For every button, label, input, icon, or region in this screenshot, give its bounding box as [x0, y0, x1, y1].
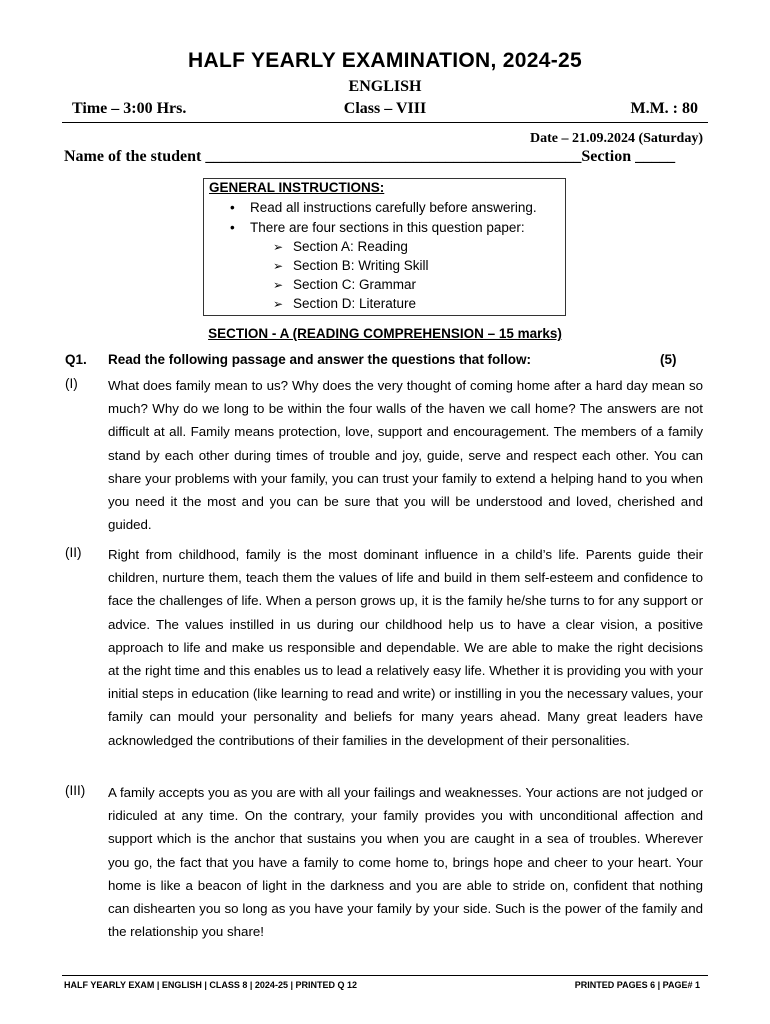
passage-paragraph: Right from childhood, family is the most dominant influence in a child’s life. Parents guide their children, nurture them, teach them the values of life and build in them self-esteem and confidence to face the challenges of life. When a person grows up, it is the family he/she turns to for any support or advice. The values instilled in us during our childhood help us to have a clear vision, a positive approach to life and make us responsible and dependable. We are able to make the right decisions at the right time and this enables us to lead a relatively easy life. Whether it is providing you with your initial steps in education (like learning to read and write) or instilling in you the necessary values, your family can mould your personality and beliefs for many years ahead. Many great leaders have acknowledged the contributions of their families in the development of their personalities. [108, 547, 703, 748]
section-list-item: ➢ Section C: Grammar [273, 277, 417, 292]
paragraph-number: (I) [65, 376, 78, 391]
paragraph-number: (III) [65, 783, 86, 798]
bullet-icon: • [230, 220, 235, 235]
footer-left: HALF YEARLY EXAM | ENGLISH | CLASS 8 | 2024-25 | PRINTED Q 12 [64, 980, 357, 990]
subject-name: ENGLISH [348, 78, 422, 95]
arrow-bullet-icon: ➢ [273, 278, 284, 292]
arrow-bullet-icon: ➢ [273, 240, 284, 254]
question-text: Read the following passage and answer the questions that follow: [108, 352, 532, 367]
class-label: Class – VIII [343, 100, 427, 117]
instructions-title: GENERAL INSTRUCTIONS: [209, 180, 385, 195]
max-marks: M.M. : 80 [630, 100, 698, 117]
section-a-heading: SECTION - A (READING COMPREHENSION – 15 marks) [208, 326, 562, 341]
arrow-bullet-icon: ➢ [273, 297, 284, 311]
arrow-bullet-icon: ➢ [273, 259, 284, 273]
question-marks: (5) [660, 352, 677, 367]
exam-date: Date – 21.09.2024 (Saturday) [529, 131, 703, 146]
instruction-bullet: • There are four sections in this question paper: [230, 220, 525, 235]
paragraph-number: (II) [65, 545, 82, 560]
exam-time: Time – 3:00 Hrs. [72, 100, 187, 117]
instruction-bullet: • Read all instructions carefully before answering. [230, 200, 537, 215]
section-list-item: ➢ Section B: Writing Skill [273, 258, 429, 273]
footer-right: PRINTED PAGES 6 | PAGE# 1 [574, 980, 700, 990]
bullet-icon: • [230, 200, 235, 215]
general-instructions-box [203, 178, 566, 316]
header-divider [62, 122, 708, 123]
section-list-item: ➢ Section A: Reading [273, 239, 408, 254]
passage-paragraph: What does family mean to us? Why does the very thought of coming home after a hard day mean so much? Why do we long to be within the four walls of the haven we call home? The answers are not difficult at all. Family means protection, love, support and encouragement. The members of a family stand by each other during times of trouble and joy, guide, serve and respect each other. You can share your problems with your family, you can trust your family to extend a helping hand to you when you need it the most and you can be sure that you will be understood and loved, cherished and guided. [108, 378, 703, 533]
question-number: Q1. [65, 352, 87, 367]
passage-paragraph: A family accepts you as you are with all your failings and weaknesses. Your actions are not judged or ridiculed at any time. On the contrary, your family provides you with unconditional affection and support which is the anchor that sustains you when you are caught in a sea of troubles. Wherever you go, the fact that you have a family to come home to, brings hope and cheer to your heart. Your home is like a beacon of light in the darkness and you are able to stride on, confident that nothing can dishearten you so long as you have your family by your side. Such is the power of the family and the relationship you share! [108, 785, 703, 940]
section-list-item: ➢ Section D: Literature [273, 296, 417, 311]
footer-divider [62, 975, 708, 976]
exam-title: HALF YEARLY EXAMINATION, 2024-25 [188, 49, 582, 72]
student-name-line: Name of the student _______________________________________________Section _____ [64, 148, 676, 165]
